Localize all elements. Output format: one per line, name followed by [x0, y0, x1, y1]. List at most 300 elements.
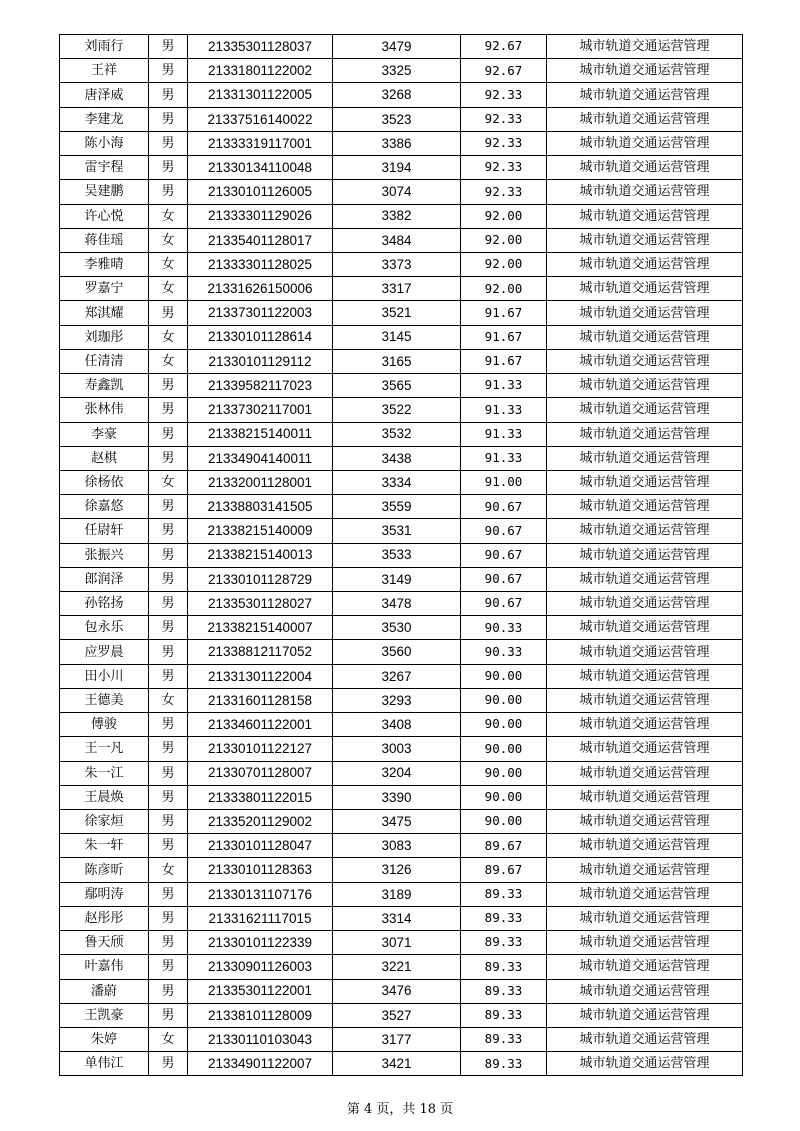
table-row — [60, 252, 743, 276]
major-cell: 城市轨道交通运营管理 — [547, 180, 743, 204]
table-row — [60, 785, 743, 809]
exam-number-cell: 21334904140011 — [188, 446, 333, 470]
code-cell: 3530 — [333, 616, 461, 640]
score-cell: 90.00 — [461, 713, 547, 737]
code-cell: 3565 — [333, 374, 461, 398]
exam-number-cell: 21338101128009 — [188, 1003, 333, 1027]
code-cell: 3521 — [333, 301, 461, 325]
gender-cell: 男 — [149, 955, 188, 979]
exam-number-cell: 21330701128007 — [188, 761, 333, 785]
name-cell: 张振兴 — [60, 543, 149, 567]
code-cell: 3177 — [333, 1027, 461, 1051]
major-cell: 城市轨道交通运营管理 — [547, 277, 743, 301]
score-cell: 91.67 — [461, 301, 547, 325]
score-cell: 92.33 — [461, 83, 547, 107]
exam-number-cell: 21338215140011 — [188, 422, 333, 446]
gender-cell: 女 — [149, 252, 188, 276]
score-cell: 89.33 — [461, 1027, 547, 1051]
table-row — [60, 35, 743, 59]
gender-cell: 男 — [149, 374, 188, 398]
gender-cell: 男 — [149, 785, 188, 809]
name-cell: 王一凡 — [60, 737, 149, 761]
major-cell: 城市轨道交通运营管理 — [547, 156, 743, 180]
gender-cell: 男 — [149, 107, 188, 131]
table-row — [60, 640, 743, 664]
name-cell: 罗嘉宁 — [60, 277, 149, 301]
score-cell: 90.00 — [461, 688, 547, 712]
table-row — [60, 737, 743, 761]
table-row — [60, 616, 743, 640]
exam-number-cell: 21330101128363 — [188, 858, 333, 882]
code-cell: 3071 — [333, 931, 461, 955]
exam-number-cell: 21331626150006 — [188, 277, 333, 301]
score-cell: 91.00 — [461, 470, 547, 494]
code-cell: 3268 — [333, 83, 461, 107]
score-cell: 92.00 — [461, 252, 547, 276]
name-cell: 徐杨依 — [60, 470, 149, 494]
gender-cell: 男 — [149, 35, 188, 59]
name-cell: 鄢明涛 — [60, 882, 149, 906]
score-cell: 92.33 — [461, 156, 547, 180]
exam-number-cell: 21335301122001 — [188, 979, 333, 1003]
code-cell: 3204 — [333, 761, 461, 785]
code-cell: 3438 — [333, 446, 461, 470]
name-cell: 吴建鹏 — [60, 180, 149, 204]
code-cell: 3532 — [333, 422, 461, 446]
name-cell: 王凯豪 — [60, 1003, 149, 1027]
code-cell: 3382 — [333, 204, 461, 228]
exam-number-cell: 21330101126005 — [188, 180, 333, 204]
exam-number-cell: 21331601128158 — [188, 688, 333, 712]
score-cell: 92.00 — [461, 228, 547, 252]
score-cell: 90.00 — [461, 664, 547, 688]
table-row — [60, 495, 743, 519]
gender-cell: 女 — [149, 349, 188, 373]
score-cell: 89.33 — [461, 882, 547, 906]
code-cell: 3478 — [333, 592, 461, 616]
score-cell: 90.67 — [461, 592, 547, 616]
code-cell: 3003 — [333, 737, 461, 761]
code-cell: 3386 — [333, 131, 461, 155]
gender-cell: 男 — [149, 301, 188, 325]
exam-number-cell: 21333801122015 — [188, 785, 333, 809]
page-footer: 第 4 页，共 18 页 — [346, 1102, 454, 1117]
major-cell: 城市轨道交通运营管理 — [547, 325, 743, 349]
name-cell: 田小川 — [60, 664, 149, 688]
gender-cell: 男 — [149, 882, 188, 906]
exam-number-cell: 21330101128047 — [188, 834, 333, 858]
score-cell: 90.33 — [461, 616, 547, 640]
name-cell: 雷宇程 — [60, 156, 149, 180]
table-row — [60, 156, 743, 180]
code-cell: 3189 — [333, 882, 461, 906]
gender-cell: 女 — [149, 325, 188, 349]
name-cell: 刘珈彤 — [60, 325, 149, 349]
table-row — [60, 761, 743, 785]
name-cell: 应罗晨 — [60, 640, 149, 664]
name-cell: 任清清 — [60, 349, 149, 373]
major-cell: 城市轨道交通运营管理 — [547, 349, 743, 373]
exam-number-cell: 21333319117001 — [188, 131, 333, 155]
table-row — [60, 955, 743, 979]
name-cell: 王德美 — [60, 688, 149, 712]
code-cell: 3267 — [333, 664, 461, 688]
name-cell: 包永乐 — [60, 616, 149, 640]
gender-cell: 女 — [149, 688, 188, 712]
table-row — [60, 131, 743, 155]
exam-number-cell: 21332001128001 — [188, 470, 333, 494]
name-cell: 赵彤彤 — [60, 906, 149, 930]
code-cell: 3149 — [333, 567, 461, 591]
table-row — [60, 1003, 743, 1027]
table-row — [60, 858, 743, 882]
name-cell: 寿鑫凯 — [60, 374, 149, 398]
score-cell: 89.33 — [461, 1052, 547, 1076]
name-cell: 王晨焕 — [60, 785, 149, 809]
name-cell: 单伟江 — [60, 1052, 149, 1076]
gender-cell: 男 — [149, 495, 188, 519]
score-cell: 90.00 — [461, 761, 547, 785]
major-cell: 城市轨道交通运营管理 — [547, 204, 743, 228]
major-cell: 城市轨道交通运营管理 — [547, 567, 743, 591]
major-cell: 城市轨道交通运营管理 — [547, 810, 743, 834]
exam-number-cell: 21331301122005 — [188, 83, 333, 107]
name-cell: 刘雨行 — [60, 35, 149, 59]
major-cell: 城市轨道交通运营管理 — [547, 470, 743, 494]
major-cell: 城市轨道交通运营管理 — [547, 422, 743, 446]
code-cell: 3074 — [333, 180, 461, 204]
major-cell: 城市轨道交通运营管理 — [547, 640, 743, 664]
major-cell: 城市轨道交通运营管理 — [547, 785, 743, 809]
major-cell: 城市轨道交通运营管理 — [547, 374, 743, 398]
results-table — [59, 34, 743, 1076]
table-row — [60, 834, 743, 858]
code-cell: 3533 — [333, 543, 461, 567]
table-row — [60, 882, 743, 906]
code-cell: 3317 — [333, 277, 461, 301]
major-cell: 城市轨道交通运营管理 — [547, 446, 743, 470]
table-row — [60, 543, 743, 567]
table-row — [60, 906, 743, 930]
major-cell: 城市轨道交通运营管理 — [547, 519, 743, 543]
table-row — [60, 446, 743, 470]
code-cell: 3145 — [333, 325, 461, 349]
gender-cell: 男 — [149, 131, 188, 155]
code-cell: 3390 — [333, 785, 461, 809]
table-row — [60, 713, 743, 737]
major-cell: 城市轨道交通运营管理 — [547, 83, 743, 107]
score-cell: 92.67 — [461, 35, 547, 59]
gender-cell: 男 — [149, 906, 188, 930]
table-row — [60, 228, 743, 252]
name-cell: 赵棋 — [60, 446, 149, 470]
exam-number-cell: 21330101122339 — [188, 931, 333, 955]
score-cell: 89.33 — [461, 955, 547, 979]
gender-cell: 男 — [149, 834, 188, 858]
name-cell: 孙铭扬 — [60, 592, 149, 616]
score-cell: 89.33 — [461, 1003, 547, 1027]
score-cell: 89.67 — [461, 858, 547, 882]
score-cell: 92.33 — [461, 107, 547, 131]
score-cell: 89.33 — [461, 931, 547, 955]
major-cell: 城市轨道交通运营管理 — [547, 858, 743, 882]
name-cell: 任尉轩 — [60, 519, 149, 543]
score-cell: 90.67 — [461, 519, 547, 543]
name-cell: 徐家烜 — [60, 810, 149, 834]
major-cell: 城市轨道交通运营管理 — [547, 543, 743, 567]
score-cell: 92.00 — [461, 204, 547, 228]
table-row — [60, 59, 743, 83]
gender-cell: 男 — [149, 398, 188, 422]
score-cell: 89.33 — [461, 979, 547, 1003]
major-cell: 城市轨道交通运营管理 — [547, 834, 743, 858]
table-row — [60, 180, 743, 204]
table-row — [60, 567, 743, 591]
gender-cell: 女 — [149, 204, 188, 228]
score-cell: 91.67 — [461, 325, 547, 349]
gender-cell: 男 — [149, 156, 188, 180]
major-cell: 城市轨道交通运营管理 — [547, 931, 743, 955]
table-row — [60, 1052, 743, 1076]
name-cell: 李雅晴 — [60, 252, 149, 276]
score-cell: 90.67 — [461, 567, 547, 591]
table-row — [60, 470, 743, 494]
name-cell: 王祥 — [60, 59, 149, 83]
score-cell: 90.67 — [461, 495, 547, 519]
major-cell: 城市轨道交通运营管理 — [547, 301, 743, 325]
code-cell: 3531 — [333, 519, 461, 543]
exam-number-cell: 21335301128027 — [188, 592, 333, 616]
code-cell: 3194 — [333, 156, 461, 180]
major-cell: 城市轨道交通运营管理 — [547, 252, 743, 276]
gender-cell: 男 — [149, 422, 188, 446]
major-cell: 城市轨道交通运营管理 — [547, 228, 743, 252]
table-row — [60, 204, 743, 228]
exam-number-cell: 21331621117015 — [188, 906, 333, 930]
code-cell: 3527 — [333, 1003, 461, 1027]
score-cell: 89.67 — [461, 834, 547, 858]
table-row — [60, 664, 743, 688]
gender-cell: 女 — [149, 277, 188, 301]
major-cell: 城市轨道交通运营管理 — [547, 495, 743, 519]
gender-cell: 男 — [149, 543, 188, 567]
exam-number-cell: 21333301128025 — [188, 252, 333, 276]
score-cell: 90.00 — [461, 810, 547, 834]
gender-cell: 女 — [149, 228, 188, 252]
name-cell: 潘蔚 — [60, 979, 149, 1003]
score-cell: 90.00 — [461, 737, 547, 761]
exam-number-cell: 21337302117001 — [188, 398, 333, 422]
table-row — [60, 519, 743, 543]
table-row — [60, 810, 743, 834]
exam-number-cell: 21333301129026 — [188, 204, 333, 228]
major-cell: 城市轨道交通运营管理 — [547, 1027, 743, 1051]
score-cell: 92.67 — [461, 59, 547, 83]
major-cell: 城市轨道交通运营管理 — [547, 1003, 743, 1027]
gender-cell: 男 — [149, 664, 188, 688]
code-cell: 3221 — [333, 955, 461, 979]
exam-number-cell: 21331301122004 — [188, 664, 333, 688]
gender-cell: 女 — [149, 858, 188, 882]
code-cell: 3165 — [333, 349, 461, 373]
code-cell: 3560 — [333, 640, 461, 664]
gender-cell: 男 — [149, 616, 188, 640]
major-cell: 城市轨道交通运营管理 — [547, 761, 743, 785]
name-cell: 李豪 — [60, 422, 149, 446]
score-cell: 92.33 — [461, 131, 547, 155]
exam-number-cell: 21330101128729 — [188, 567, 333, 591]
gender-cell: 男 — [149, 592, 188, 616]
table-body — [60, 35, 743, 1076]
gender-cell: 男 — [149, 979, 188, 1003]
exam-number-cell: 21335301128037 — [188, 35, 333, 59]
code-cell: 3314 — [333, 906, 461, 930]
code-cell: 3083 — [333, 834, 461, 858]
name-cell: 傅骏 — [60, 713, 149, 737]
major-cell: 城市轨道交通运营管理 — [547, 882, 743, 906]
score-cell: 91.33 — [461, 446, 547, 470]
code-cell: 3325 — [333, 59, 461, 83]
name-cell: 张林伟 — [60, 398, 149, 422]
exam-number-cell: 21330134110048 — [188, 156, 333, 180]
exam-number-cell: 21335401128017 — [188, 228, 333, 252]
score-cell: 91.33 — [461, 398, 547, 422]
table-row — [60, 931, 743, 955]
gender-cell: 男 — [149, 446, 188, 470]
major-cell: 城市轨道交通运营管理 — [547, 592, 743, 616]
table-row — [60, 398, 743, 422]
exam-number-cell: 21338803141505 — [188, 495, 333, 519]
table-row — [60, 979, 743, 1003]
name-cell: 郑淇耀 — [60, 301, 149, 325]
exam-number-cell: 21338215140013 — [188, 543, 333, 567]
exam-number-cell: 21334601122001 — [188, 713, 333, 737]
major-cell: 城市轨道交通运营管理 — [547, 398, 743, 422]
exam-number-cell: 21330101128614 — [188, 325, 333, 349]
exam-number-cell: 21338215140009 — [188, 519, 333, 543]
name-cell: 朱一轩 — [60, 834, 149, 858]
code-cell: 3522 — [333, 398, 461, 422]
code-cell: 3479 — [333, 35, 461, 59]
major-cell: 城市轨道交通运营管理 — [547, 131, 743, 155]
code-cell: 3476 — [333, 979, 461, 1003]
code-cell: 3126 — [333, 858, 461, 882]
score-cell: 90.33 — [461, 640, 547, 664]
gender-cell: 男 — [149, 810, 188, 834]
major-cell: 城市轨道交通运营管理 — [547, 107, 743, 131]
code-cell: 3475 — [333, 810, 461, 834]
name-cell: 鲁天颀 — [60, 931, 149, 955]
gender-cell: 男 — [149, 1052, 188, 1076]
table-row — [60, 277, 743, 301]
exam-number-cell: 21337301122003 — [188, 301, 333, 325]
gender-cell: 男 — [149, 1003, 188, 1027]
exam-number-cell: 21338215140007 — [188, 616, 333, 640]
score-cell: 92.00 — [461, 277, 547, 301]
name-cell: 徐嘉悠 — [60, 495, 149, 519]
exam-number-cell: 21330131107176 — [188, 882, 333, 906]
major-cell: 城市轨道交通运营管理 — [547, 979, 743, 1003]
name-cell: 叶嘉伟 — [60, 955, 149, 979]
code-cell: 3334 — [333, 470, 461, 494]
table-row — [60, 592, 743, 616]
code-cell: 3523 — [333, 107, 461, 131]
gender-cell: 男 — [149, 180, 188, 204]
exam-number-cell: 21331801122002 — [188, 59, 333, 83]
major-cell: 城市轨道交通运营管理 — [547, 713, 743, 737]
gender-cell: 男 — [149, 737, 188, 761]
gender-cell: 男 — [149, 59, 188, 83]
score-cell: 92.33 — [461, 180, 547, 204]
code-cell: 3421 — [333, 1052, 461, 1076]
exam-number-cell: 21338812117052 — [188, 640, 333, 664]
exam-number-cell: 21335201129002 — [188, 810, 333, 834]
gender-cell: 男 — [149, 931, 188, 955]
gender-cell: 男 — [149, 83, 188, 107]
code-cell: 3559 — [333, 495, 461, 519]
name-cell: 蒋佳瑶 — [60, 228, 149, 252]
major-cell: 城市轨道交通运营管理 — [547, 1052, 743, 1076]
gender-cell: 男 — [149, 519, 188, 543]
name-cell: 郎润泽 — [60, 567, 149, 591]
code-cell: 3408 — [333, 713, 461, 737]
exam-number-cell: 21330101122127 — [188, 737, 333, 761]
table-row — [60, 1027, 743, 1051]
name-cell: 朱婷 — [60, 1027, 149, 1051]
name-cell: 唐泽威 — [60, 83, 149, 107]
score-cell: 89.33 — [461, 906, 547, 930]
major-cell: 城市轨道交通运营管理 — [547, 616, 743, 640]
name-cell: 李建龙 — [60, 107, 149, 131]
gender-cell: 男 — [149, 761, 188, 785]
score-cell: 90.67 — [461, 543, 547, 567]
name-cell: 许心悦 — [60, 204, 149, 228]
exam-number-cell: 21330101129112 — [188, 349, 333, 373]
score-cell: 90.00 — [461, 785, 547, 809]
table-row — [60, 349, 743, 373]
exam-number-cell: 21330901126003 — [188, 955, 333, 979]
table-row — [60, 107, 743, 131]
name-cell: 陈小海 — [60, 131, 149, 155]
table-row — [60, 83, 743, 107]
major-cell: 城市轨道交通运营管理 — [547, 35, 743, 59]
score-cell: 91.33 — [461, 374, 547, 398]
score-cell: 91.33 — [461, 422, 547, 446]
exam-number-cell: 21339582117023 — [188, 374, 333, 398]
gender-cell: 女 — [149, 470, 188, 494]
score-cell: 91.67 — [461, 349, 547, 373]
major-cell: 城市轨道交通运营管理 — [547, 906, 743, 930]
gender-cell: 男 — [149, 713, 188, 737]
gender-cell: 男 — [149, 640, 188, 664]
major-cell: 城市轨道交通运营管理 — [547, 737, 743, 761]
table-row — [60, 374, 743, 398]
table-row — [60, 301, 743, 325]
major-cell: 城市轨道交通运营管理 — [547, 688, 743, 712]
code-cell: 3293 — [333, 688, 461, 712]
gender-cell: 男 — [149, 567, 188, 591]
exam-number-cell: 21334901122007 — [188, 1052, 333, 1076]
exam-number-cell: 21330110103043 — [188, 1027, 333, 1051]
gender-cell: 女 — [149, 1027, 188, 1051]
table-row — [60, 688, 743, 712]
table-row — [60, 325, 743, 349]
table-row — [60, 422, 743, 446]
major-cell: 城市轨道交通运营管理 — [547, 59, 743, 83]
exam-number-cell: 21337516140022 — [188, 107, 333, 131]
major-cell: 城市轨道交通运营管理 — [547, 664, 743, 688]
code-cell: 3484 — [333, 228, 461, 252]
